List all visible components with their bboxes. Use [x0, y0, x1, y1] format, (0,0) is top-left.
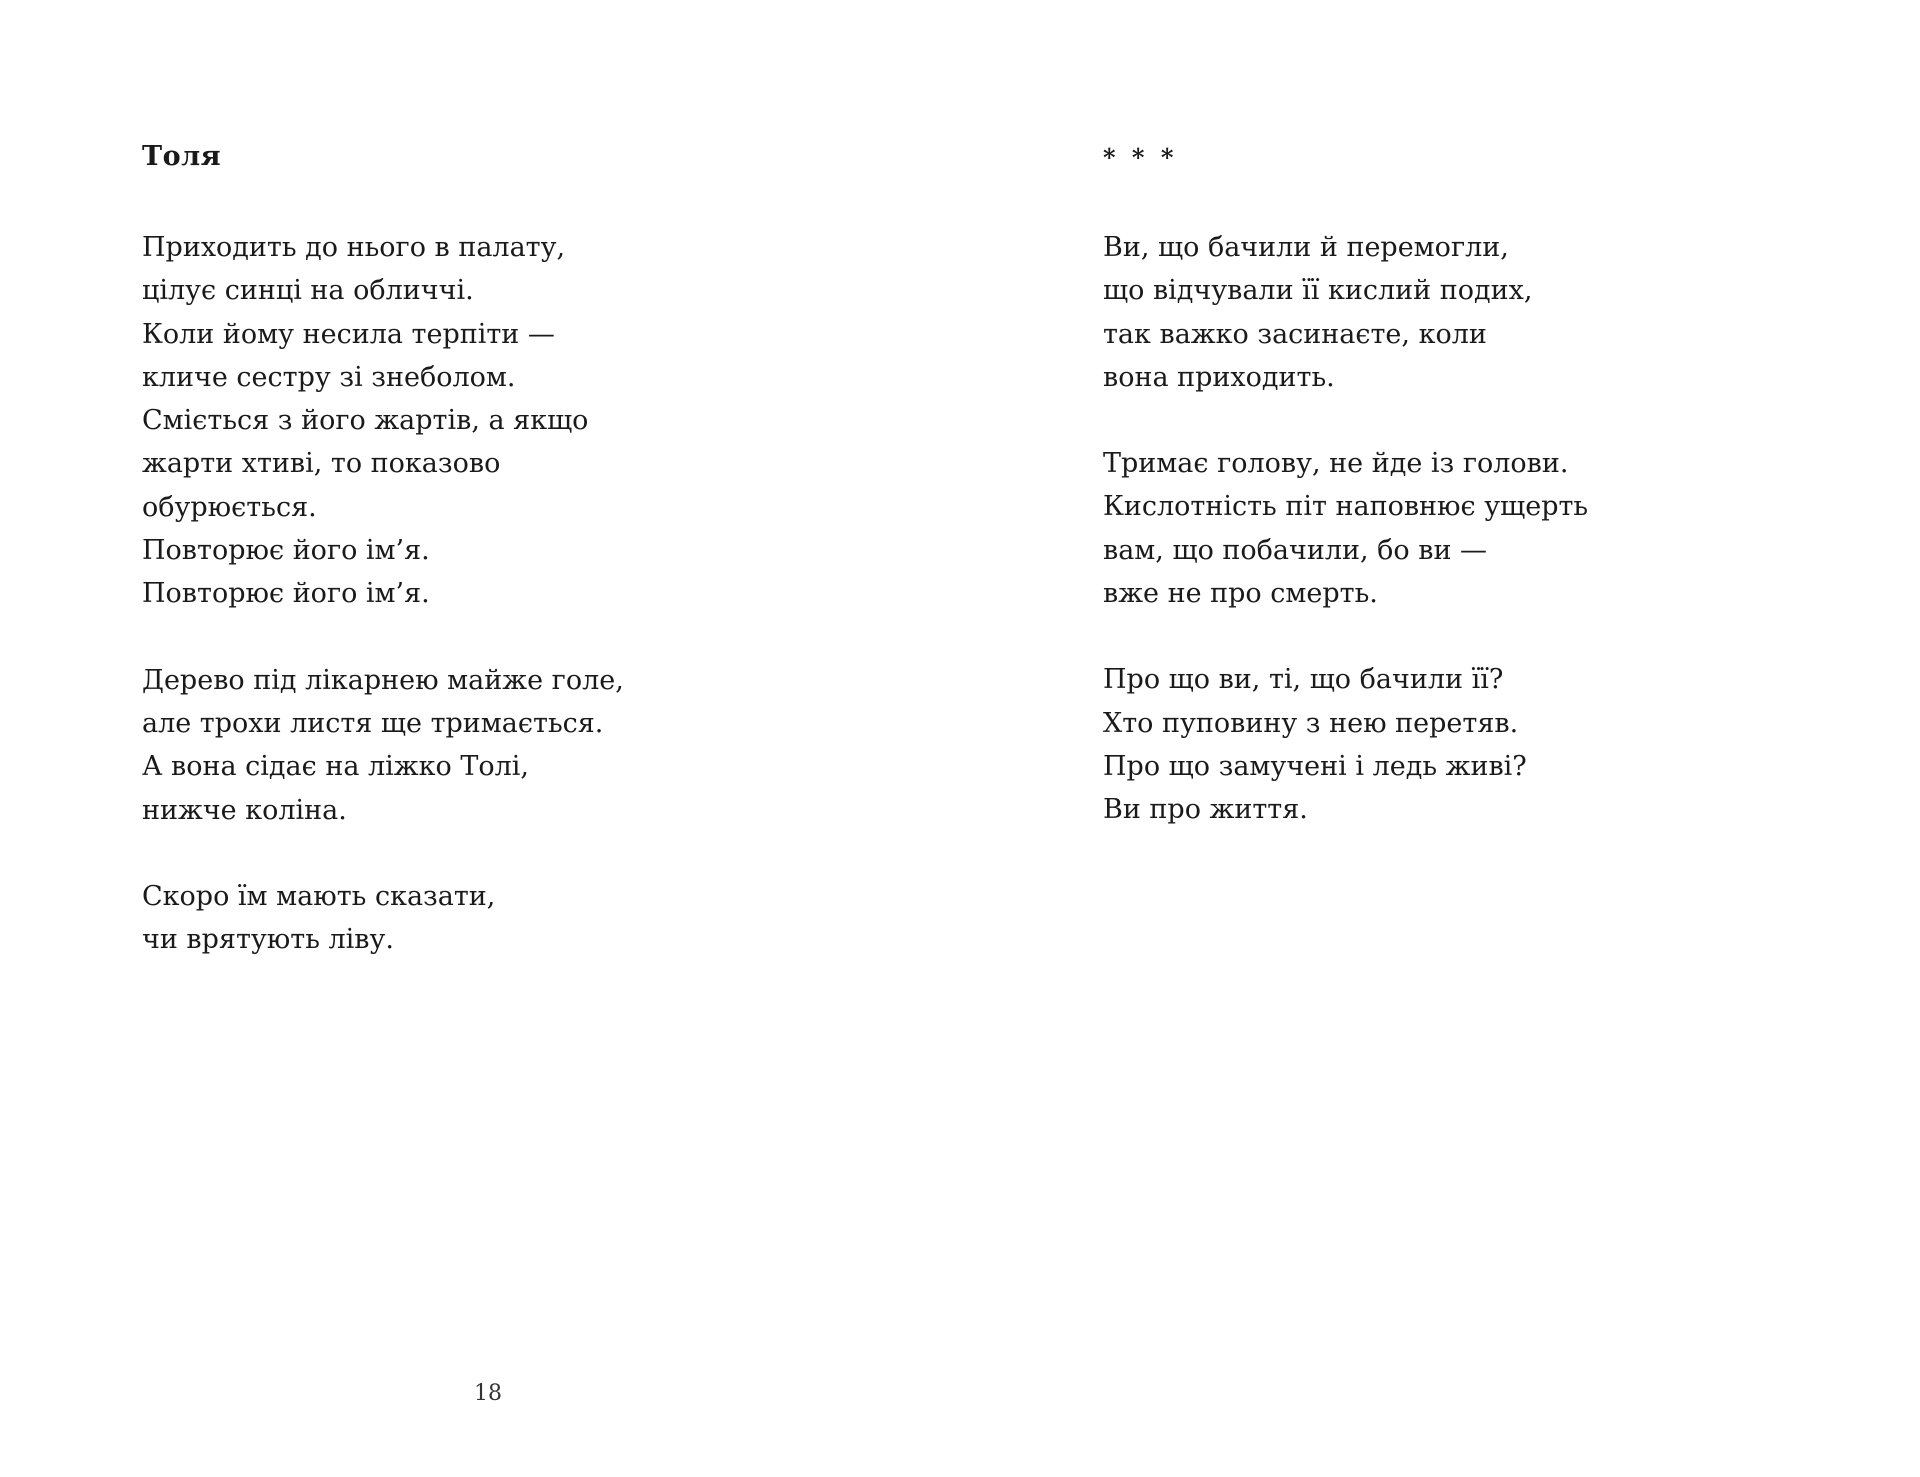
poem-line: обурюється. — [142, 491, 317, 523]
poem-body-right — [1103, 226, 1588, 875]
poem-line: Повторює його ім’я. — [142, 578, 430, 610]
poem-line: вам, що побачили, бо ви — — [1103, 534, 1488, 566]
stanza — [142, 659, 624, 832]
poem-line: Сміється з його жартів, а якщо — [142, 405, 589, 437]
poem-line: Про що ви, ті, що бачили її? — [1103, 664, 1504, 696]
page-number: 18 — [474, 1381, 502, 1406]
stanza — [142, 875, 624, 962]
poem-line: що відчували її кислий подих, — [1103, 275, 1533, 307]
poem-line: Про що замучені і ледь живі? — [1103, 750, 1527, 782]
stanza — [1103, 226, 1588, 399]
poem-title: Толя — [142, 141, 222, 172]
poem-line: Коли йому несила терпіти — — [142, 318, 555, 350]
poem-line: Дерево під лікарнею майже голе, — [142, 664, 624, 696]
poem-line: Ви про життя. — [1103, 794, 1308, 826]
poem-line: Кислотність піт наповнює ущерть — [1103, 491, 1589, 523]
poem-line: так важко засинаєте, коли — [1103, 318, 1487, 350]
poem-line: Ви, що бачили й перемогли, — [1103, 232, 1509, 263]
poem-line: А вона сідає на ліжко Толі, — [142, 751, 529, 783]
poem-title-asterisks: * * * — [1103, 143, 1178, 172]
poem-line: Хто пуповину з нею перетяв. — [1103, 707, 1519, 739]
stanza — [1103, 442, 1588, 615]
poem-line: Приходить до нього в палату, — [142, 232, 566, 263]
stanza — [142, 226, 624, 616]
poem-line: Скоро їм мають сказати, — [142, 880, 496, 912]
poem-line: вже не про смерть. — [1103, 578, 1378, 610]
poem-line: але трохи листя ще тримається. — [142, 707, 604, 739]
poem-line: Повторює його ім’я. — [142, 535, 430, 567]
poem-line: жарти хтиві, то показово — [142, 448, 501, 480]
right-page — [960, 0, 1920, 1477]
poem-line: цілує синці на обличчі. — [142, 275, 474, 307]
poem-body-left — [142, 226, 624, 1004]
poem-line: вона приходить. — [1103, 361, 1335, 393]
poem-line: нижче коліна. — [142, 794, 347, 826]
poem-line: чи врятують ліву. — [142, 924, 394, 956]
poem-line: Тримає голову, не йде із голови. — [1103, 448, 1569, 480]
poem-line: кличе сестру зі знеболом. — [142, 361, 516, 393]
stanza — [1103, 658, 1588, 831]
